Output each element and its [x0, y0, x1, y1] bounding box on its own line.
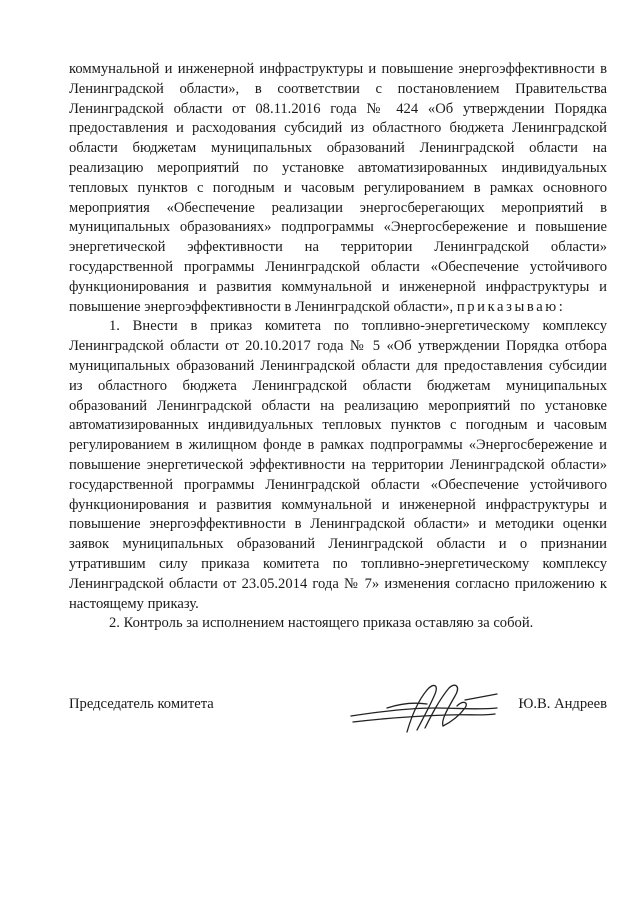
signer-name: Ю.В. Андреев: [518, 696, 607, 712]
intro-text: коммунальной и инженерной инфраструктуры и повышение энергоэффективности в Ленинградской области», в соответствии с постановлением Правительства Ленинградской области от 08.11.2016 года № 424 «Об утверждении Порядка предоставления и расходования субсидий из областного бюджета Ленинградской области бюджетам муниципальных образований Ленинградской области на реализацию мероприятий по установке автоматизированных индивидуальных тепловых пунктов с погодным и часовым регулированием в рамках основного мероприятия «Обеспечение реализации энергосберегающих мероприятий в муниципальных образованиях» подпрограммы «Энергосбережение и повышение энергетической эффективности на территории Ленинградской области» государственной программы Ленинградской области «Обеспечение устойчивого функционирования и развития коммунальной и инженерной инфраструктуры и повышение энергоэффективности в Ленинградской области»,: [69, 61, 607, 315]
order-word: приказываю:: [456, 298, 566, 315]
item-1-paragraph: 1. Внести в приказ комитета по топливно-энергетическому комплексу Ленинградской области от 20.10.2017 года № 5 «Об утверждении Порядка отбора муниципальных образований Ленинградской области для предоставления субсидии из областного бюджета Ленинградской области бюджетам муниципальных образований Ленинградской области на реализацию мероприятий по установке автоматизированных индивидуальных тепловых пунктов с погодным и часовым регулированием в жилищном фонде в рамках подпрограммы «Энергосбережение и повышение энергетической эффективности на территории Ленинградской области» государственной программы Ленинградской области «Обеспечение устойчивого функционирования и развития коммунальной и инженерной инфраструктуры и повышение энергоэффективности в Ленинградской области» и методики оценки заявок муниципальных образований Ленинградской области и о признании утратившим силу приказа комитета по топливно-энергетическому комплексу Ленинградской области от 23.05.2014 года № 7» изменения согласно приложению к настоящему приказу.: [69, 318, 607, 612]
position-title: Председатель комитета: [69, 696, 214, 712]
item-2-paragraph: 2. Контроль за исполнением настоящего приказа оставляю за собой.: [109, 615, 534, 632]
intro-paragraph: [69, 60, 607, 317]
signature-block: [69, 694, 607, 754]
handwritten-signature: [347, 678, 507, 738]
document-body: [69, 60, 607, 634]
